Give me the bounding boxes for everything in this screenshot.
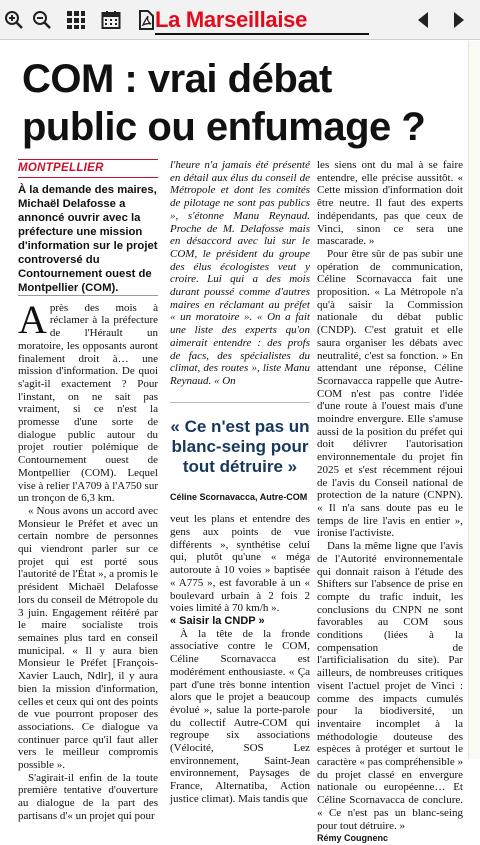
- paragraph: l'heure n'a jamais été présenté en détail aux élus du conseil de Métropole et dont les comités de pilotage ne sont pas publics », s'étonne Manu Reynaud. Proche de M. Delafosse mais en désaccord avec lui sur le COM, le président du groupe des élus écologistes veut y croire. Lui qui a des mois durant poussé comme d'autres maires en réclamant au préfet « un moratoire ». « On a fait une liste des experts qu'on aimerait entendre : des profs de facs, des spécialistes du climat, des routes », liste Manu Reynaud. « On: [170, 159, 310, 387]
- pull-quote-text: « Ce n'est pas un blanc-seing pour tout détruire »: [170, 416, 310, 476]
- grid-icon[interactable]: [64, 7, 88, 33]
- byline: Rémy Cougnenc: [317, 833, 389, 844]
- paragraph: les siens ont du mal à se faire entendre, elle précise aussitôt. « Cette mission d'information doit être neutre. Il faut des experts indépendants, pas que ceux de Vinci, sinon ce sera une mascarade. »: [317, 159, 463, 248]
- article-chapo: À la demande des maires, Michaël Delafosse a annoncé ouvrir avec la préfecture une mission d'information sur le projet controversé du Contournement ouest de Montpellier (COM).: [18, 183, 158, 294]
- paragraph: « Nous avons un accord avec Monsieur le Préfet et avec un certain nombre de personnes qui viendront parler sur ce projet qui est porté sous l'autorité de l'État », a promis le président Michaël Delafosse lors du conseil de Métropole du 3 juin. Engagement réitéré par le maire socialiste trois semaines plus tard en conseil municipal. « Il y aura bien Monsieur le Préfet [François-Xavier Lauch, Ndlr], il y aura bien la mission d'information, celles et ceux qui ont des points de vue pourront proposer des associations. Ce dialogue va continuer parce qu'il faut aller vers le meilleur compromis possible ».: [18, 504, 158, 772]
- paragraph: [18, 296, 158, 505]
- chevron-right-icon[interactable]: [446, 7, 470, 33]
- intertitle: « Saisir la CNDP »: [170, 614, 265, 627]
- zoom-in-icon[interactable]: [2, 7, 26, 33]
- article-column-1: [18, 159, 158, 823]
- newspaper-page[interactable]: [0, 41, 480, 844]
- article-column-2: [170, 159, 310, 806]
- paragraph: À la tête de la fronde associative contre le COM, Céline Scornavacca est modérément enthousiaste. « Ça part d'une très bonne intention alors que le projet a beaucoup évolué », salue la porte-parole du collectif Autre-COM qui regroupe six associations (Vélocité, SOS Lez environnement, Saint-Jean environnement, Paysages de France, Alternatiba, Action justice climat). Mais tandis que: [170, 627, 310, 805]
- paragraph-text: près des mois à réclamer à la préfecture de l'Hérault un moratoire, les opposants auront finalement droit à… une mission d'information. De quoi s'agit-il exactement ? Pour l'instant, on ne sait pas vraiment, si ce n'est la promesse d'une sorte de dialogue public autour du projet routier polémique de Contournement ouest de Montpellier (COM). Lequel vise à relier l'A709 à l'A750 sur un tronçon de 6,3 km.: [18, 301, 158, 505]
- chapo-divider: [18, 295, 158, 296]
- paragraph: S'agirait-il enfin de la toute première tentative d'ouverture au dialogue de la part des partisans d'« un projet qui pour: [18, 771, 158, 822]
- paragraph: veut les plans et entendre des gens aux points de vue différents », synthétise celui qui, plutôt qu'une « méga autoroute à 10 voies » baptisée « A775 », est favorable à un « boulevard urbain à 2 fois 2 voies limité à 70 km/h ».: [170, 513, 310, 615]
- brand-underline: [155, 33, 369, 35]
- headline-line-1: COM : vrai débat: [22, 57, 332, 101]
- pull-quote: [170, 402, 310, 504]
- brand-logo: [155, 5, 375, 35]
- paragraph: Dans la même ligne que l'avis de l'Autorité environnementale qui donnait raison à l'étude des Shifters sur l'absence de prise en compte du trafic induit, les conclusions du CNPN ne sont favorables au COM sous conditions (liées à la compensation de l'artificialisation du site). Par ailleurs, de nombreuses critiques visent l'actuel projet de Vinci : comme des impacts cumulés pour la biodiversité, un inventaire incomplet à la méthodologie douteuse des espèces à protéger et surtout le caractère « pas compréhensible » du projet classé en envergure nationale ou européenne… Et Céline Scornavacca de conclure. « Ce n'est pas un blanc-seing pour tout détruire. »: [317, 540, 463, 832]
- chevron-left-icon[interactable]: [412, 7, 436, 33]
- article-headline: [22, 55, 468, 151]
- paragraph: Pour être sûr de pas subir une opération de communication, Céline Scornavacca fait une proposition. « La Métropole n'a qu'à saisir la Commission nationale du débat public (CNDP). C'est gratuit et elle saura organiser les débats avec neutralité, c'est sa fonction. » En attendant une réponse, Céline Scornavacca rappelle que Autre-COM n'est pas contre l'idée d'une route à l'ouest mais d'une moindre envergure. Elle s'amuse aussi de la position du préfet qui doit délivrer l'autorisation environnementale du projet fin 2025 et s'est récemment réjoui de l'avis du Conseil national de protection de la nature (CNPN). « Il n'a sans doute pas eu le temps de lire l'avis en entier », ironise l'activiste.: [317, 247, 463, 540]
- section-label: MONTPELLIER: [18, 159, 158, 178]
- drop-cap: A: [18, 296, 47, 342]
- reader-toolbar: [0, 0, 480, 40]
- brand-name: La Marseillaise: [155, 7, 308, 32]
- calendar-icon[interactable]: [99, 7, 123, 33]
- article-column-3: [317, 159, 463, 845]
- pull-quote-author: Céline Scornavacca, Autre-COM: [170, 491, 308, 502]
- zoom-out-icon[interactable]: [30, 7, 54, 33]
- adjacent-page-edge: [468, 41, 480, 759]
- headline-line-2: public ou enfumage ?: [22, 105, 426, 149]
